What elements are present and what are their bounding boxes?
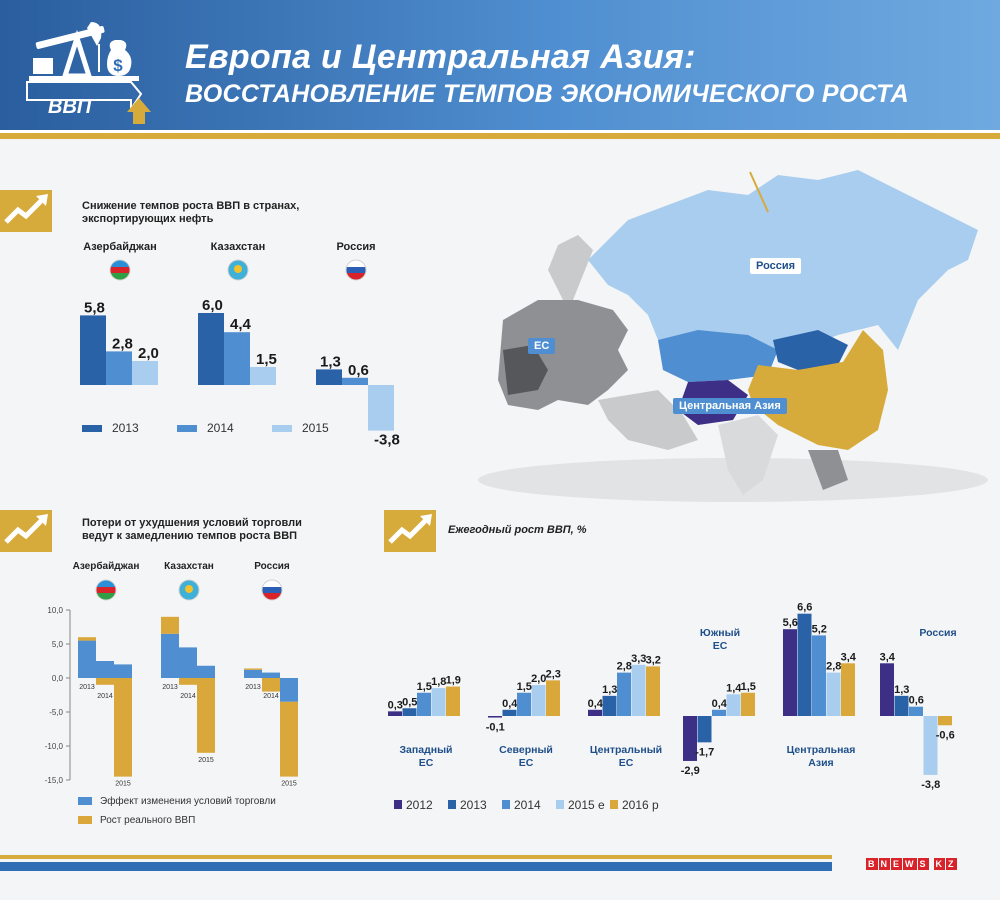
- bar: [532, 685, 546, 716]
- bar: [617, 673, 631, 716]
- brand-letter: B: [868, 859, 876, 869]
- category-label: ЕС: [712, 640, 728, 652]
- country-label: Азербайджан: [83, 241, 157, 253]
- year-label: 2013: [79, 684, 95, 691]
- chart-terms-of-trade: [30, 555, 350, 835]
- bar-trade-effect: [161, 634, 179, 678]
- data-label: 0,4: [711, 697, 727, 710]
- flag-sun: [234, 265, 242, 273]
- data-label: -2,9: [680, 764, 700, 777]
- bar: [80, 315, 106, 385]
- bar: [588, 710, 602, 716]
- data-label: 1,9: [445, 674, 461, 687]
- bar: [727, 694, 741, 716]
- bar: [250, 367, 276, 385]
- bar-real-gdp: [161, 617, 179, 634]
- growth-arrow-icon: [0, 190, 52, 232]
- data-label: 1,3: [602, 683, 618, 696]
- bar: [698, 716, 712, 742]
- data-label: 6,0: [202, 297, 223, 314]
- page-subtitle: ВОССТАНОВЛЕНИЕ ТЕМПОВ ЭКОНОМИЧЕСКОГО РОСТА: [185, 80, 909, 108]
- bar-real-gdp: [244, 668, 262, 669]
- legend-label: 2015 e: [568, 798, 605, 812]
- bar: [546, 680, 560, 716]
- data-label: -0,1: [485, 721, 505, 734]
- bar: [417, 693, 431, 716]
- year-label: 2015: [281, 780, 297, 788]
- data-label: 2,8: [112, 335, 133, 353]
- legend-label: 2012: [406, 798, 433, 812]
- bar-trade-effect: [197, 666, 215, 678]
- year-label: 2013: [245, 684, 261, 691]
- bar: [909, 707, 923, 716]
- category-label: ЕС: [418, 757, 434, 769]
- chart-oil-exporters: [70, 235, 410, 455]
- chart1-title-line: экспортирующих нефть: [82, 213, 214, 225]
- data-label: 2,8: [826, 660, 842, 673]
- year-label: 2014: [180, 693, 196, 700]
- bar-trade-effect: [244, 670, 262, 678]
- category-label: ЕС: [618, 757, 634, 769]
- y-tick-label: -5,0: [49, 708, 63, 717]
- flag-stripe: [96, 587, 116, 593]
- category-label: ЕС: [518, 757, 534, 769]
- legend-label: 2014: [207, 421, 234, 435]
- country-label: Россия: [254, 561, 290, 572]
- bar-trade-effect: [262, 673, 280, 678]
- data-label: 1,5: [740, 680, 756, 693]
- legend-swatch: [78, 797, 92, 805]
- country-label: Казахстан: [210, 241, 266, 253]
- bar: [841, 663, 855, 716]
- data-label: 1,4: [726, 682, 742, 695]
- category-label: Центральная: [786, 744, 856, 756]
- brand-logo: [866, 858, 958, 870]
- map-label-eu: ЕС: [528, 338, 555, 354]
- legend-label: Эффект изменения условий торговли: [100, 796, 276, 807]
- flag-stripe: [262, 587, 282, 593]
- brand-letter: K: [935, 859, 944, 869]
- bar-trade-effect: [96, 661, 114, 678]
- data-label: 1,3: [894, 683, 910, 696]
- bar: [132, 361, 158, 385]
- year-label: 2013: [162, 684, 178, 691]
- year-label: 2014: [97, 693, 113, 700]
- data-label: 1,5: [516, 680, 532, 693]
- brand-letter: W: [905, 859, 915, 869]
- data-label: 0,6: [348, 361, 369, 379]
- data-label: 4,4: [230, 316, 251, 334]
- bar-trade-effect: [280, 678, 298, 702]
- category-label: Южный: [699, 627, 741, 639]
- bar: [517, 693, 531, 716]
- category-label: Центральный: [589, 744, 663, 756]
- bar: [446, 687, 460, 716]
- map: [478, 150, 1000, 510]
- legend-label: 2016 p: [622, 798, 659, 812]
- data-label: 2,0: [531, 673, 547, 685]
- y-tick-label: -15,0: [44, 776, 63, 785]
- bar-real-gdp: [179, 678, 197, 685]
- data-label: 3,4: [840, 651, 856, 664]
- bar-real-gdp: [280, 702, 298, 777]
- data-label: 3,3: [631, 652, 647, 665]
- data-label: -3,8: [921, 778, 941, 791]
- chart3-title: Ежегодный рост ВВП, %: [448, 524, 587, 536]
- country-label: Казахстан: [164, 561, 214, 572]
- data-label: -0,6: [935, 729, 955, 742]
- legend-label: 2014: [514, 798, 541, 812]
- year-label: 2015: [115, 780, 131, 788]
- flag-stripe: [110, 267, 130, 273]
- legend-swatch: [394, 800, 402, 809]
- data-label: 1,5: [416, 680, 432, 693]
- svg-text:$: $: [113, 56, 123, 75]
- data-label: 5,8: [84, 299, 105, 317]
- data-label: 0,6: [908, 694, 924, 707]
- bar: [783, 629, 797, 716]
- map-label-central-asia: Центральная Азия: [673, 398, 787, 414]
- data-label: 6,6: [797, 601, 813, 614]
- kazakhstan-flag-icon: [179, 580, 199, 600]
- russia-flag-icon: [262, 580, 282, 600]
- bar: [106, 351, 132, 385]
- flag-sun: [185, 585, 193, 593]
- footer-bar: [0, 855, 832, 871]
- header-gold-stripe: [0, 130, 1000, 144]
- bar-real-gdp: [262, 678, 280, 692]
- legend-swatch: [272, 425, 292, 432]
- legend-label: Рост реального ВВП: [100, 815, 196, 826]
- y-tick-label: 10,0: [47, 606, 63, 615]
- bar: [798, 614, 812, 716]
- data-label: 5,6: [782, 617, 798, 630]
- bar: [503, 710, 517, 716]
- chart2-title: [82, 517, 302, 543]
- map-label-russia: Россия: [750, 258, 801, 274]
- data-label: 1,5: [256, 351, 277, 368]
- kazakhstan-flag-icon: [228, 260, 248, 280]
- data-label: 0,4: [502, 697, 518, 710]
- growth-arrow-icon: [0, 510, 52, 552]
- bar: [403, 708, 417, 716]
- chart-annual-gdp-growth: [380, 545, 980, 825]
- legend-swatch: [78, 816, 92, 824]
- brand-letter: S: [919, 859, 927, 869]
- legend-swatch: [610, 800, 618, 809]
- legend-label: 2013: [460, 798, 487, 812]
- y-tick-label: 0,0: [51, 674, 63, 683]
- data-label: -3,8: [374, 431, 400, 449]
- bar: [924, 716, 938, 775]
- bar-trade-effect: [78, 641, 96, 678]
- bar: [432, 688, 446, 716]
- chart2-title-line: ведут к замедлению темпов роста ВВП: [82, 530, 298, 542]
- data-label: 1,3: [320, 353, 341, 371]
- bar: [712, 710, 726, 716]
- logo-label: ВВП: [48, 96, 92, 118]
- legend-swatch: [556, 800, 564, 809]
- azerbaijan-flag-icon: [110, 260, 130, 280]
- category-label: Россия: [919, 627, 957, 639]
- data-label: 2,0: [138, 345, 159, 362]
- y-tick-label: -10,0: [44, 742, 63, 751]
- data-label: 2,3: [545, 668, 561, 681]
- data-label: 2,8: [616, 660, 632, 673]
- data-label: 3,4: [879, 651, 895, 664]
- bar: [603, 696, 617, 716]
- legend-swatch: [177, 425, 197, 432]
- bar-trade-effect: [179, 647, 197, 678]
- bar-real-gdp: [96, 678, 114, 685]
- data-label: 0,3: [387, 699, 403, 712]
- data-label: 1,8: [431, 676, 447, 689]
- brand-letter: Z: [948, 859, 955, 869]
- legend-swatch: [82, 425, 102, 432]
- chart1-title-line: Снижение темпов роста ВВП в странах,: [82, 200, 300, 212]
- country-label: Азербайджан: [72, 561, 140, 572]
- bar: [224, 332, 250, 385]
- chart2-title-line: Потери от ухудшения условий торговли: [82, 517, 302, 529]
- bar: [938, 716, 952, 725]
- bar: [827, 673, 841, 716]
- year-label: 2015: [198, 756, 214, 764]
- bar: [368, 385, 394, 431]
- year-label: 2014: [263, 693, 279, 700]
- bar-real-gdp: [78, 637, 96, 640]
- category-label: Западный: [399, 744, 453, 756]
- bar: [812, 635, 826, 716]
- data-label: -1,7: [695, 746, 715, 759]
- bar: [632, 665, 646, 716]
- russia-flag-icon: [346, 260, 366, 280]
- bar: [646, 666, 660, 716]
- category-label: Северный: [499, 744, 553, 756]
- brand-letter: N: [880, 859, 888, 869]
- scandinavia-region: [548, 235, 593, 300]
- brand-letter: E: [893, 859, 901, 869]
- legend-label: 2015: [302, 421, 329, 435]
- data-label: 0,5: [402, 696, 418, 709]
- bar-trade-effect: [114, 664, 132, 678]
- y-tick-label: 5,0: [51, 640, 63, 649]
- legend-swatch: [448, 800, 456, 809]
- bar: [198, 313, 224, 385]
- data-label: 3,2: [645, 654, 661, 667]
- category-label: Азия: [808, 757, 834, 769]
- azerbaijan-flag-icon: [96, 580, 116, 600]
- country-label: Россия: [336, 241, 376, 253]
- bar: [342, 378, 368, 385]
- bar-real-gdp: [114, 678, 132, 777]
- bar-real-gdp: [197, 678, 215, 753]
- bar: [741, 693, 755, 716]
- page-title: Европа и Центральная Азия:: [185, 38, 696, 76]
- legend-label: 2013: [112, 421, 139, 435]
- bar: [388, 711, 402, 716]
- flag-stripe: [346, 267, 366, 273]
- data-label: 0,4: [587, 697, 603, 710]
- bar: [488, 716, 502, 718]
- bar: [895, 696, 909, 716]
- bar: [880, 663, 894, 716]
- bar: [316, 369, 342, 385]
- legend-swatch: [502, 800, 510, 809]
- data-label: 5,2: [811, 623, 827, 636]
- chart1-title: [82, 200, 299, 226]
